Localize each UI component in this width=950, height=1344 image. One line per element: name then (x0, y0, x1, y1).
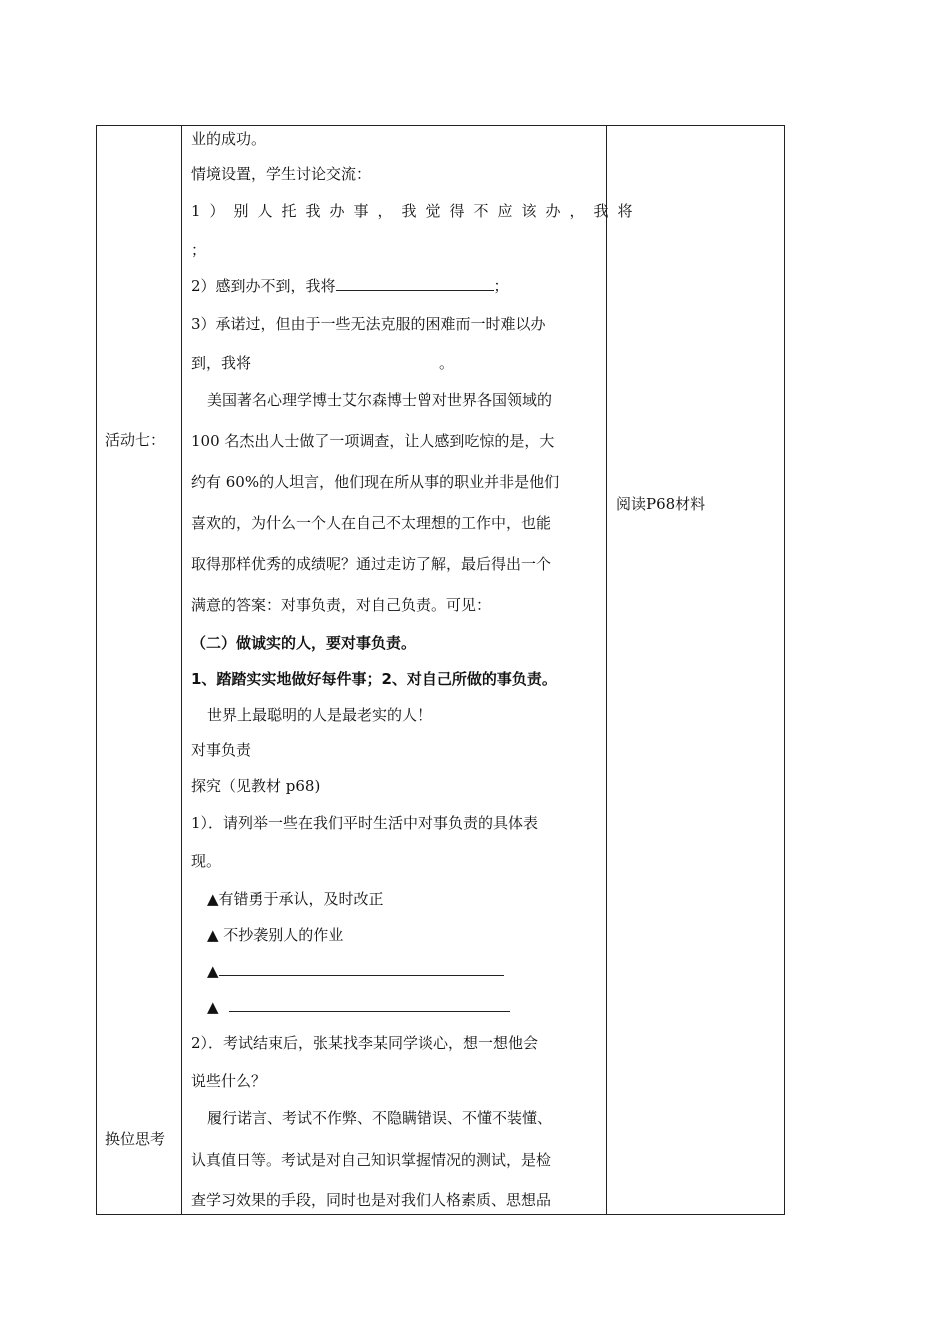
text-fragment: ； (493, 277, 509, 295)
paragraph-line: 认真值日等。考试是对自己知识掌握情况的测试，是检 (191, 1151, 552, 1169)
answer-blank (336, 276, 494, 291)
bullet-item (207, 961, 504, 981)
column-divider (606, 126, 607, 1214)
text-fragment: 到，我将 (191, 354, 252, 372)
answer-blank (229, 997, 510, 1012)
question-line: 1）．请列举一些在我们平时生活中对事负责的具体表 (191, 814, 539, 832)
bullet-item: ▲ 不抄袭别人的作业 (207, 926, 344, 944)
column-divider (181, 126, 182, 1214)
text-line (191, 353, 454, 373)
text-line: 探究（见教材 p68) (191, 777, 321, 795)
bullet-item: ▲有错勇于承认，及时改正 (207, 890, 384, 908)
bullet-icon: ▲ (207, 998, 219, 1016)
text-line: 业的成功。 (191, 130, 267, 148)
paragraph-line: 满意的答案：对事负责，对自己负责。可见： (191, 596, 492, 614)
text-line: 3）承诺过，但由于一些无法克服的困难而一时难以办 (191, 315, 546, 333)
text-line: 情境设置，学生讨论交流： (191, 165, 372, 183)
section-heading: 1、踏踏实实地做好每件事；2、对自己所做的事负责。 (191, 670, 557, 688)
text-fragment: 2）感到办不到，我将 (191, 277, 336, 295)
section-heading: （二）做诚实的人，要对事负责。 (191, 634, 417, 652)
bullet-icon: ▲ (207, 962, 219, 980)
paragraph-line: 约有 60%的人坦言，他们现在所从事的职业并非是他们 (191, 473, 560, 491)
bullet-item (207, 997, 510, 1017)
text-line: 世界上最聪明的人是最老实的人！ (207, 706, 433, 724)
reading-note: 阅读P68材料 (616, 495, 706, 513)
activity-label: 活动七： (105, 431, 166, 449)
answer-blank (219, 961, 504, 976)
text-line: 1）别人托我办事，我觉得不应该办，我将 (191, 202, 642, 220)
text-line: ； (191, 241, 207, 259)
text-line: 对事负责 (191, 741, 252, 759)
section-label: 换位思考 (105, 1130, 166, 1148)
question-line: 现。 (191, 852, 222, 870)
paragraph-line: 查学习效果的手段，同时也是对我们人格素质、思想品 (191, 1191, 552, 1209)
paragraph-line: 100 名杰出人士做了一项调查，让人感到吃惊的是，大 (191, 432, 555, 450)
paragraph-line: 喜欢的，为什么一个人在自己不太理想的工作中，也能 (191, 514, 552, 532)
paragraph-line: 履行诺言、考试不作弊、不隐瞒错误、不懂不装懂、 (207, 1109, 553, 1127)
text-line (191, 276, 509, 296)
question-line: 2）．考试结束后，张某找李某同学谈心，想一想他会 (191, 1034, 539, 1052)
paragraph-line: 取得那样优秀的成绩呢？通过走访了解，最后得出一个 (191, 555, 552, 573)
paragraph-line: 美国著名心理学博士艾尔森博士曾对世界各国领域的 (207, 391, 553, 409)
question-line: 说些什么？ (191, 1072, 267, 1090)
text-fragment: 。 (439, 354, 455, 372)
